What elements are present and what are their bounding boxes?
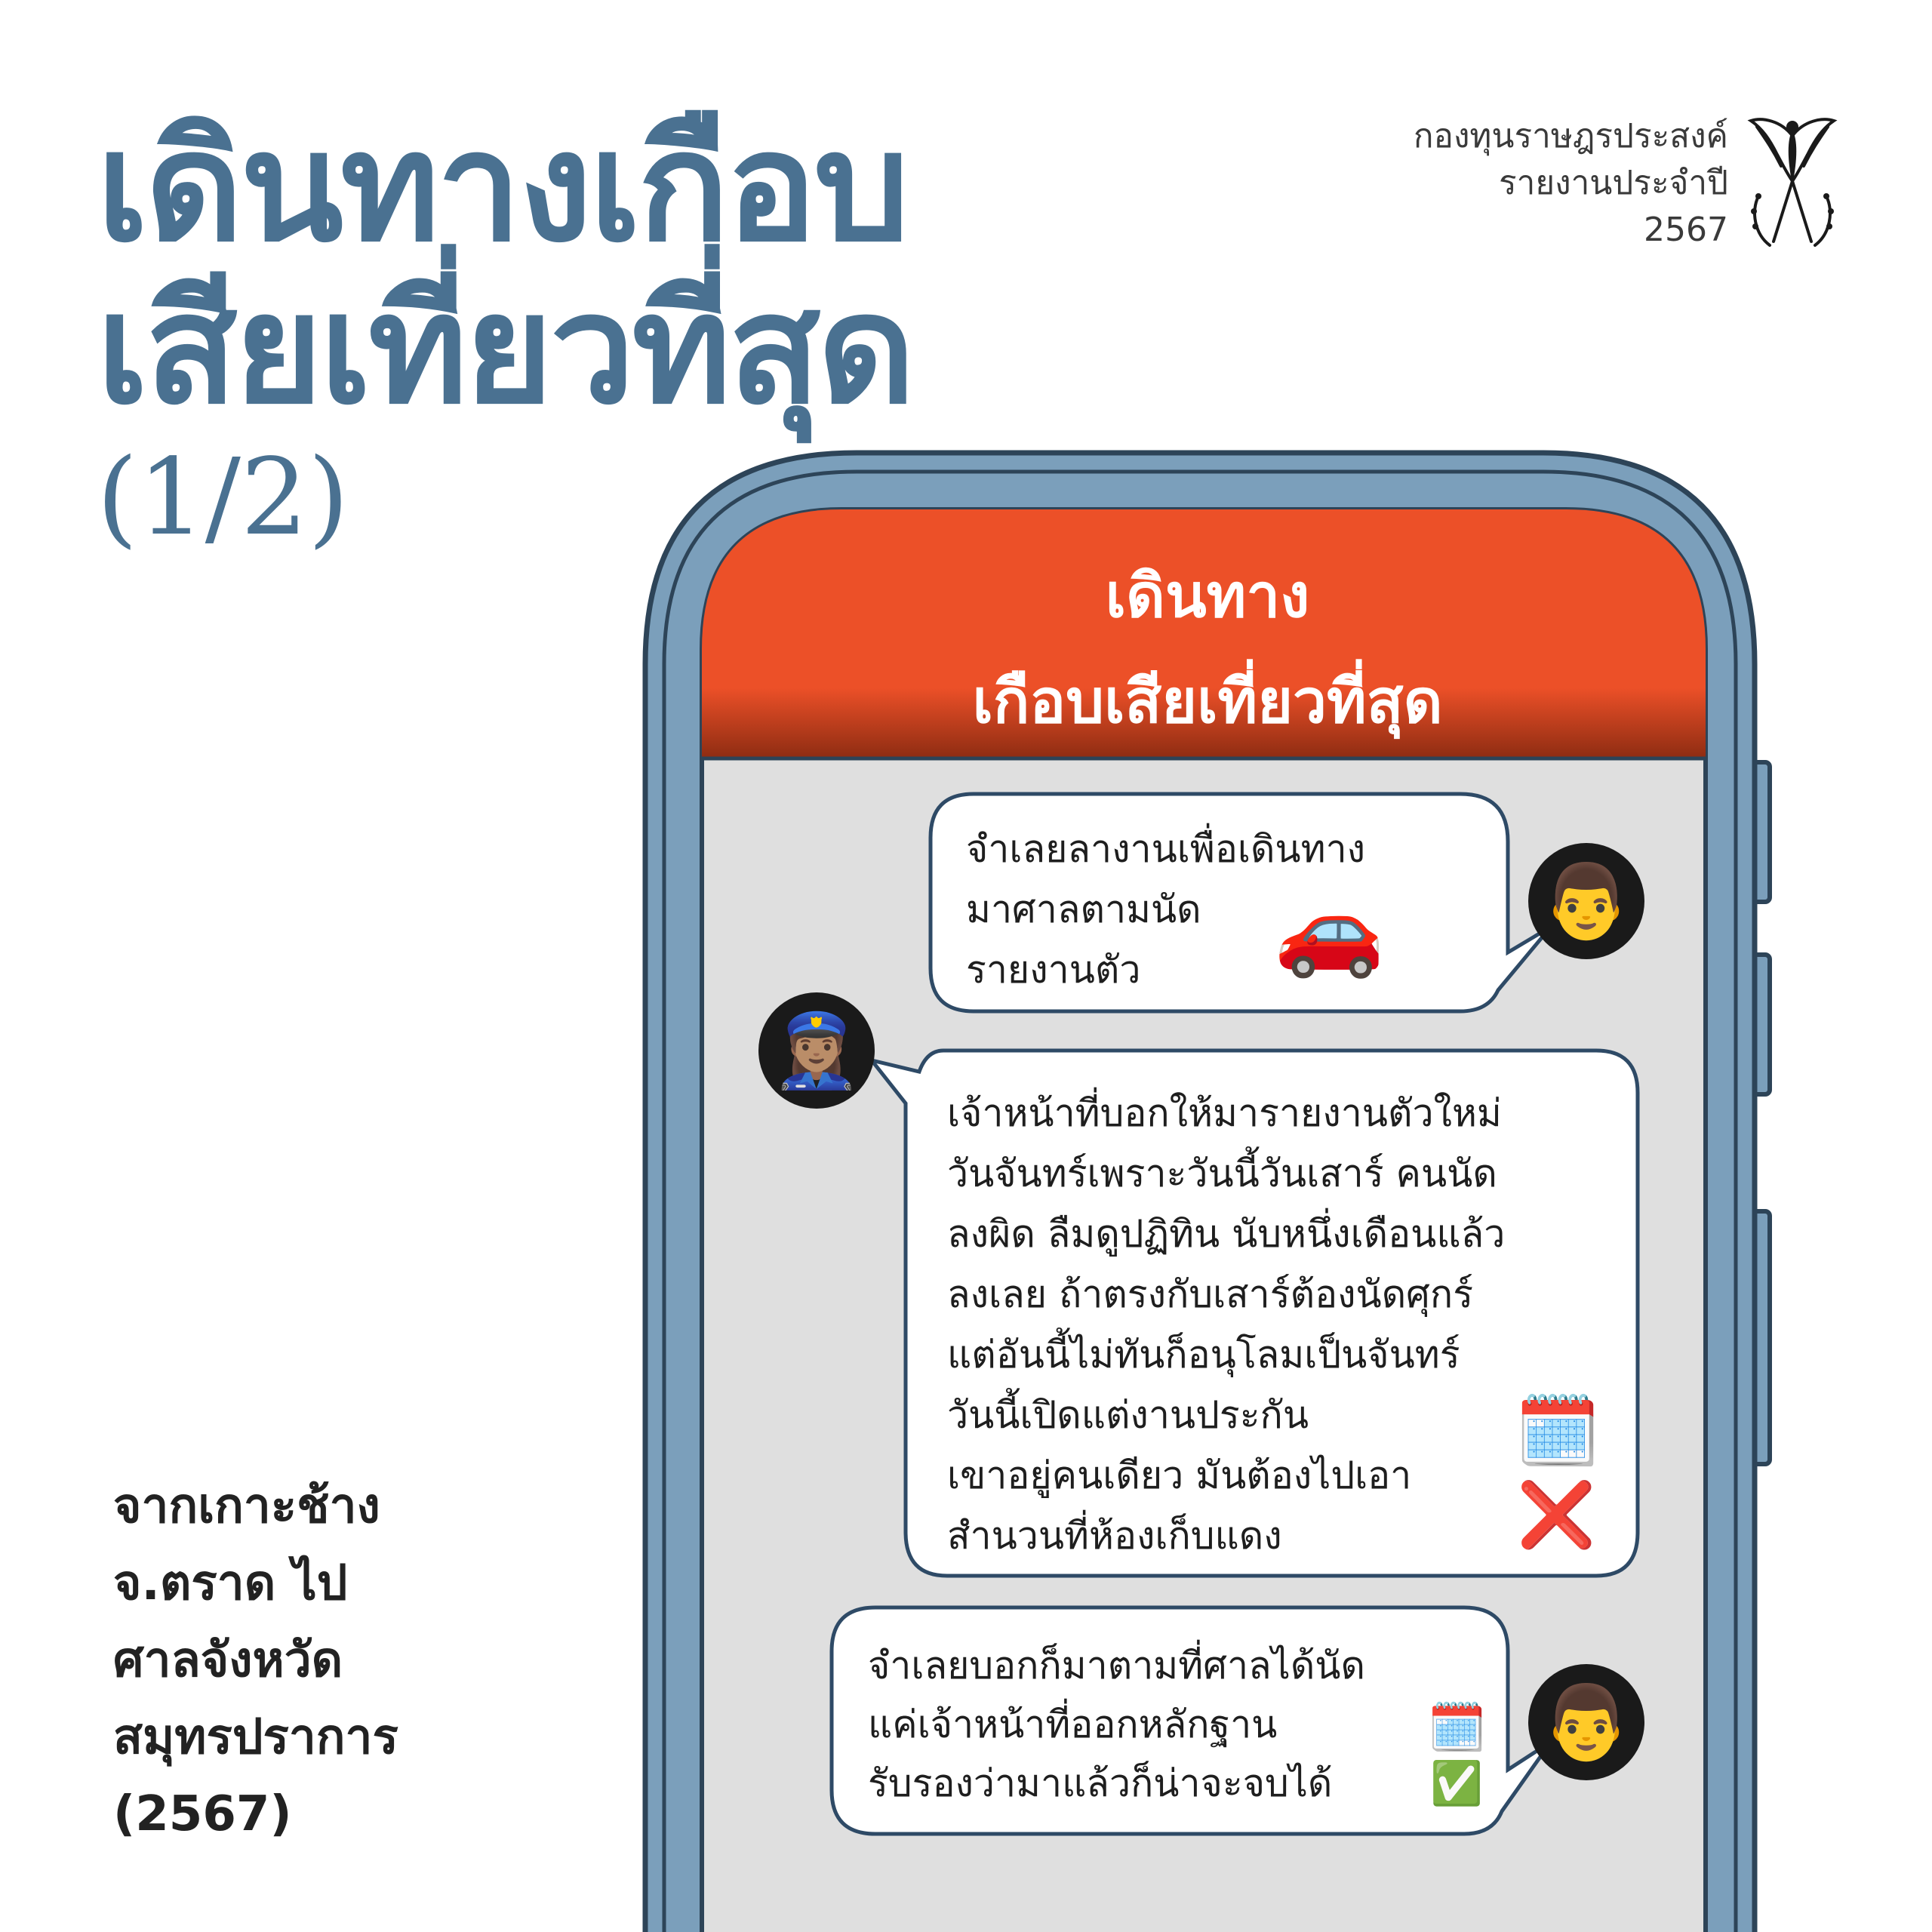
caption-line-1: จากเกาะช้าง: [113, 1478, 380, 1534]
cross-mark-icon: ❌: [1517, 1478, 1596, 1552]
header-line-2: เกือบเสียเที่ยวที่สุด: [972, 666, 1443, 737]
org-name: กองทุนราษฎรประสงค์: [1413, 117, 1728, 155]
title-line-3: (1/2): [97, 436, 349, 559]
message-line: จำเลยลางานเพื่อเดินทาง: [966, 827, 1366, 871]
message-line: วันจันทร์เพราะวันนี้วันเสาร์ คนนัด: [947, 1152, 1497, 1195]
car-emoji-icon: 🚗: [1274, 877, 1385, 981]
title-line-2: เสียเที่ยวที่สุด: [97, 260, 913, 438]
calendar-icon: 🗓️: [1428, 1700, 1487, 1755]
message-line: รับรองว่ามาแล้วก็น่าจะจบได้: [868, 1761, 1333, 1805]
message-line: มาศาลตามนัด: [966, 888, 1201, 931]
report-year: 2567: [1644, 211, 1728, 249]
report-label: รายงานประจำปี: [1498, 164, 1728, 202]
caption-line-5: (2567): [113, 1786, 292, 1842]
message-3-text: [868, 1636, 1365, 1813]
message-line: วันนี้เปิดแต่งานประกัน: [947, 1393, 1309, 1437]
check-mark-icon: ✅: [1430, 1759, 1483, 1808]
calendar-icon: 🗓️: [1515, 1392, 1601, 1471]
chat-header-title: [706, 543, 1709, 755]
message-line: แต่อันนี้ไม่ทันก็อนุโลมเป็นจันทร์: [947, 1333, 1460, 1377]
message-line: ลงผิด ลืมดูปฏิทิน นับหนึ่งเดือนแล้ว: [947, 1212, 1506, 1256]
caption-line-4: สมุทรปราการ: [113, 1709, 398, 1765]
message-line: รายงานตัว: [966, 948, 1141, 992]
caption-line-3: ศาลจังหวัด: [113, 1632, 343, 1688]
man-avatar-icon: 👨: [1528, 843, 1644, 959]
man-avatar-icon: 👨: [1528, 1664, 1644, 1780]
message-line: เจ้าหน้าที่บอกให้มารายงานตัวใหม่: [947, 1091, 1502, 1135]
title-line-1: เดินทางเกือบ: [97, 98, 907, 275]
header-line-1: เดินทาง: [1105, 561, 1310, 631]
message-line: สำนวนที่ห้องเก็บแดง: [947, 1514, 1282, 1558]
message-line: เขาอยู่คนเดียว มันต้องไปเอา: [947, 1454, 1412, 1497]
caption-line-2: จ.ตราด ไป: [113, 1555, 348, 1611]
message-line: ลงเลย ถ้าตรงกับเสาร์ต้องนัดศุกร์: [947, 1272, 1474, 1316]
police-officer-avatar-icon: 👮🏽‍♀️: [758, 992, 875, 1109]
message-line: จำเลยบอกก็มาตามที่ศาลได้นัด: [868, 1644, 1365, 1687]
message-2-text: [947, 1083, 1505, 1566]
message-line: แค่เจ้าหน้าที่ออกหลักฐาน: [868, 1703, 1278, 1746]
